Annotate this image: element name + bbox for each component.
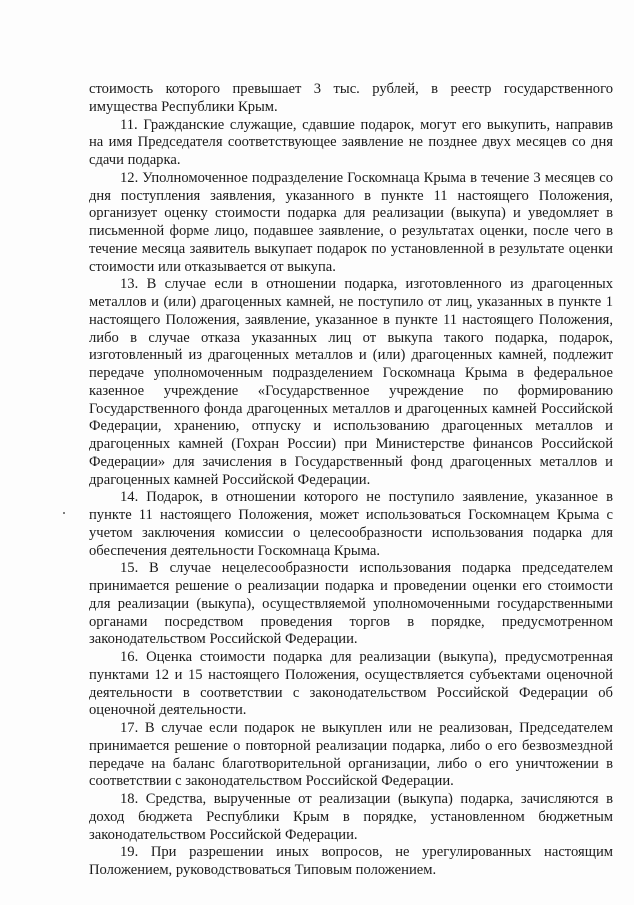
paragraph-13: 13. В случае если в отношении подарка, изготовленного из драгоценных металлов и (или) драгоценных камней, не поступило от лиц, указанных в пункте 1 настоящего Положения, заявление, указанное в пункте 11 настоящего Положения, либо в случае отказа указанных лиц от выкупа такого подарка, подарок, изготовленный из драгоценных металлов и (или) драгоценных камней, подлежит передаче уполномоченным подразделением Госкомнаца Крыма в федеральное казенное учреждение «Государственное учреждение по формированию Государственного фонда драгоценных металлов и драгоценных камней Российской Федерации, хранению, отпуску и использованию драгоценных металлов и драгоценных камней (Гохран России) при Министерстве финансов Российской Федерации» для зачисления в Государственный фонд драгоценных металлов и драгоценных камней Российской Федерации. (89, 276, 613, 488)
paragraph-continuation: стоимость которого превышает 3 тыс. рублей, в реестр государственного имущества Республики Крым. (89, 81, 613, 115)
paragraph-15: 15. В случае нецелесообразности использования подарка председателем принимается решение о реализации подарка и проведении оценки его стоимости для реализации (выкупа), осуществляемой уполномоченными государственными органами посредством проведения торгов в порядке, предусмотренном законодательством Российской Федерации. (89, 560, 613, 648)
paragraph-19: 19. При разрешении иных вопросов, не урегулированных настоящим Положением, руководствоваться Типовым положением. (89, 844, 613, 878)
scan-speck (63, 512, 65, 514)
paragraph-12: 12. Уполномоченное подразделение Госкомнаца Крыма в течение 3 месяцев со дня поступления заявления, указанного в пункте 11 настоящего Положения, организует оценку стоимости подарка для реализации (выкупа) и уведомляет в письменной форме лицо, подавшее заявление, о результатах оценки, после чего в течение месяца заявитель выкупает подарок по установленной в результате оценки стоимости или отказывается от выкупа. (89, 169, 613, 275)
paragraph-14: 14. Подарок, в отношении которого не поступило заявление, указанное в пункте 11 настоящего Положения, может использоваться Госкомнацем Крыма с учетом заключения комиссии о целесообразности использования подарка для обеспечения деятельности Госкомнаца Крыма. (89, 489, 613, 559)
paragraph-18: 18. Средства, вырученные от реализации (выкупа) подарка, зачисляются в доход бюджета Республики Крым в порядке, установленном бюджетным законодательством Российской Федерации. (89, 791, 613, 843)
paragraph-11: 11. Гражданские служащие, сдавшие подарок, могут его выкупить, направив на имя Председателя соответствующее заявление не позднее двух месяцев со дня сдачи подарка. (89, 116, 613, 168)
paragraph-16: 16. Оценка стоимости подарка для реализации (выкупа), предусмотренная пунктами 12 и 15 настоящего Положения, осуществляется субъектами оценочной деятельности в соответствии с законодательством Российской Федерации об оценочной деятельности. (89, 649, 613, 719)
document-body (89, 81, 613, 880)
paragraph-17: 17. В случае если подарок не выкуплен или не реализован, Председателем принимается решение о повторной реализации подарка, либо о его безвозмездной передаче на баланс благотворительной организации, либо о его уничтожении в соответствии с законодательством Российской Федерации. (89, 720, 613, 790)
